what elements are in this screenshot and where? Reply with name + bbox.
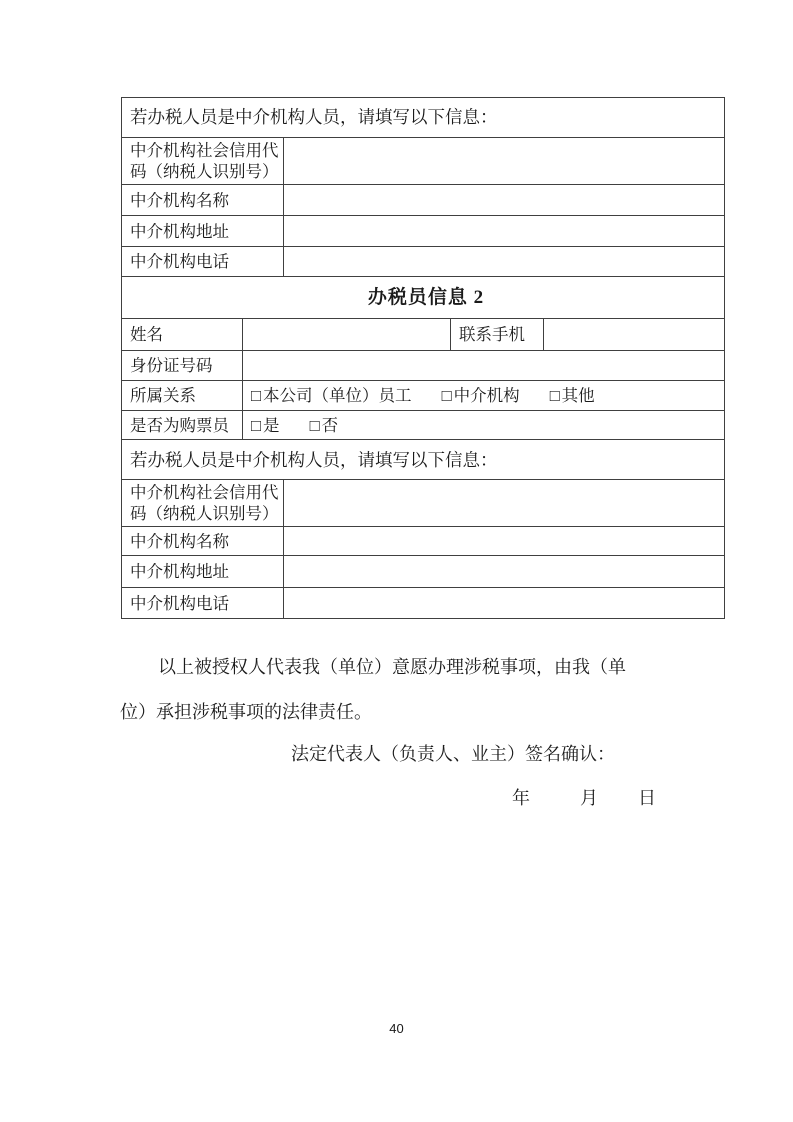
tax-handler-form-table bbox=[121, 97, 725, 619]
agency-phone-label-top: 中介机构电话 bbox=[122, 247, 284, 277]
agency-credit-code-value-top bbox=[284, 138, 725, 185]
table-row bbox=[122, 277, 725, 319]
table-row bbox=[122, 247, 725, 277]
agency-name-label-top: 中介机构名称 bbox=[122, 185, 284, 216]
agency-name-value-bottom bbox=[284, 527, 725, 556]
agency-name-value-top bbox=[284, 185, 725, 216]
agency-address-value-bottom bbox=[284, 556, 725, 588]
table-row bbox=[122, 351, 725, 381]
date-year-label: 年 bbox=[512, 788, 530, 808]
table-row bbox=[122, 319, 725, 351]
agency-address-label-top: 中介机构地址 bbox=[122, 216, 284, 247]
checkbox-option-label: 中介机构 bbox=[453, 386, 520, 406]
id-number-value bbox=[243, 351, 725, 381]
relation-option-company bbox=[251, 385, 411, 406]
table-row bbox=[122, 381, 725, 411]
table-row bbox=[122, 411, 725, 440]
agency-address-value-top bbox=[284, 216, 725, 247]
checkbox-option-label: 其他 bbox=[561, 386, 595, 406]
mobile-label: 联系手机 bbox=[451, 319, 544, 351]
agency-intro-bottom: 若办税人员是中介机构人员，请填写以下信息： bbox=[122, 440, 725, 480]
ticket-buyer-option-no bbox=[310, 415, 338, 436]
ticket-buyer-options bbox=[243, 411, 725, 440]
authorization-statement-line1: 以上被授权人代表我（单位）意愿办理涉税事项，由我（单 bbox=[158, 657, 626, 677]
name-label: 姓名 bbox=[122, 319, 243, 351]
date-day-label: 日 bbox=[638, 788, 656, 808]
date-line bbox=[512, 788, 656, 810]
relation-option-agency bbox=[442, 385, 520, 406]
id-number-label: 身份证号码 bbox=[122, 351, 243, 381]
table-row bbox=[122, 480, 725, 527]
agency-credit-code-label-top: 中介机构社会信用代码（纳税人识别号） bbox=[122, 138, 284, 185]
table-row bbox=[122, 185, 725, 216]
checkbox-option-label: 是 bbox=[262, 415, 280, 435]
table-row bbox=[122, 527, 725, 556]
checkbox-icon: □ bbox=[549, 386, 560, 406]
relation-options bbox=[243, 381, 725, 411]
checkbox-icon: □ bbox=[441, 386, 452, 406]
ticket-buyer-option-yes bbox=[251, 415, 279, 436]
checkbox-option-label: 本公司（单位）员工 bbox=[262, 386, 412, 406]
agency-phone-label-bottom: 中介机构电话 bbox=[122, 588, 284, 619]
authorization-statement-line2: 位）承担涉税事项的法律责任。 bbox=[120, 702, 372, 722]
ticket-buyer-label: 是否为购票员 bbox=[122, 411, 243, 440]
checkbox-option-label: 否 bbox=[321, 415, 339, 435]
agency-credit-code-label-bottom: 中介机构社会信用代码（纳税人识别号） bbox=[122, 480, 284, 527]
mobile-value bbox=[544, 319, 725, 351]
agency-address-label-bottom: 中介机构地址 bbox=[122, 556, 284, 588]
relation-option-other bbox=[550, 385, 595, 406]
agency-phone-value-top bbox=[284, 247, 725, 277]
checkbox-icon: □ bbox=[251, 415, 261, 435]
checkbox-icon: □ bbox=[309, 415, 320, 435]
table-row bbox=[122, 98, 725, 138]
table-row bbox=[122, 556, 725, 588]
relation-label: 所属关系 bbox=[122, 381, 243, 411]
name-value bbox=[243, 319, 451, 351]
table-row bbox=[122, 440, 725, 480]
section-title-tax-handler-2: 办税员信息 2 bbox=[122, 277, 725, 319]
table-row bbox=[122, 588, 725, 619]
agency-credit-code-value-bottom bbox=[284, 480, 725, 527]
agency-intro-top: 若办税人员是中介机构人员，请填写以下信息： bbox=[122, 98, 725, 138]
checkbox-icon: □ bbox=[251, 386, 261, 406]
table-row bbox=[122, 216, 725, 247]
agency-name-label-bottom: 中介机构名称 bbox=[122, 527, 284, 556]
date-month-label: 月 bbox=[580, 788, 598, 808]
page-number: 40 bbox=[389, 1021, 404, 1036]
agency-phone-value-bottom bbox=[284, 588, 725, 619]
table-row bbox=[122, 138, 725, 185]
legal-representative-signature-label: 法定代表人（负责人、业主）签名确认： bbox=[291, 744, 615, 764]
